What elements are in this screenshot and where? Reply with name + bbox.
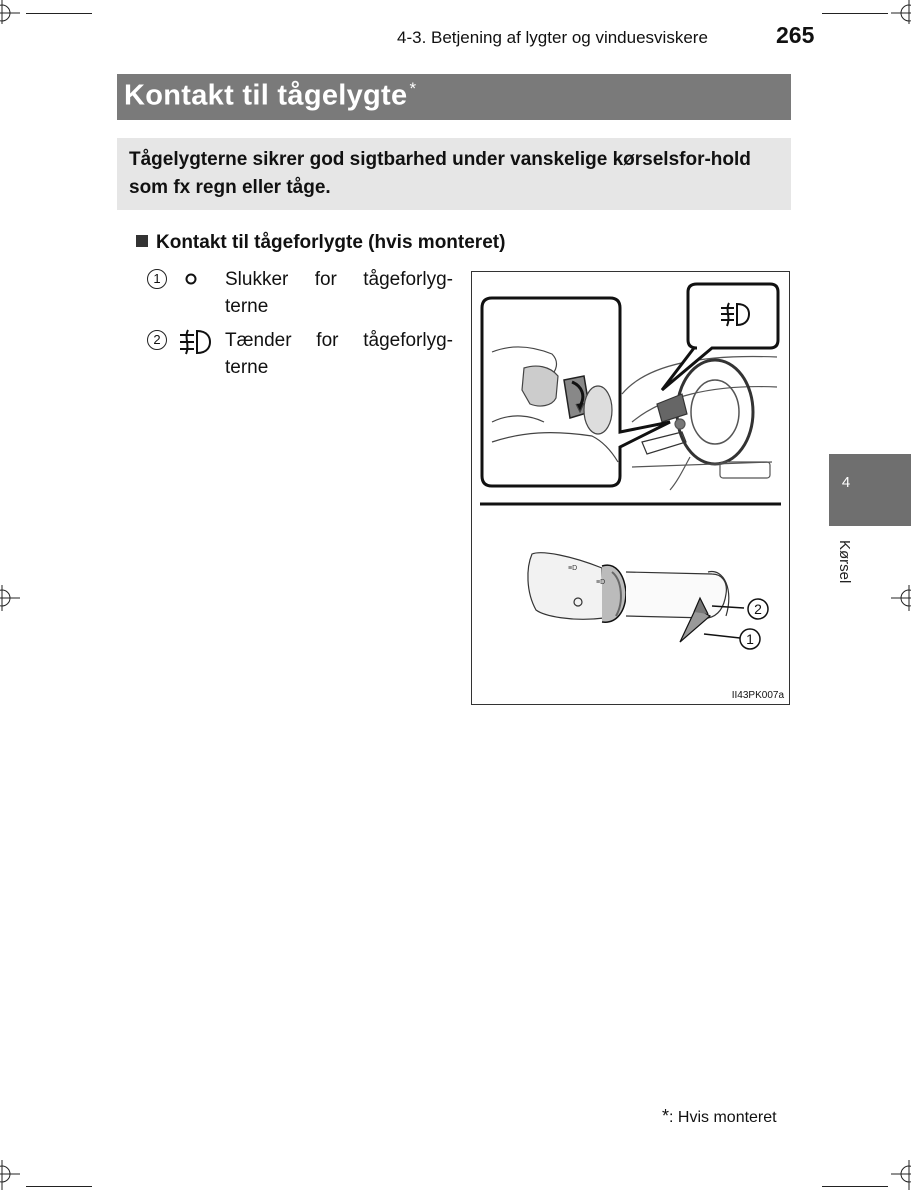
list-item: [147, 267, 453, 323]
callout-line-1: [704, 634, 740, 638]
page-title-text: Kontakt til tågelygte: [124, 79, 408, 112]
chapter-tab: [829, 454, 911, 526]
fog-light-switch-figure: [471, 271, 790, 705]
item-number: 1: [147, 269, 167, 289]
front-fog-light-icon: [177, 328, 213, 361]
page-title: [124, 79, 416, 113]
crop-mark-mid-right: [885, 585, 911, 611]
section-heading: [136, 232, 505, 254]
fog-light-illustration: [472, 272, 789, 704]
svg-text:≡D: ≡D: [596, 579, 606, 586]
footnote: [662, 1106, 777, 1127]
crop-mark-bottom-right: [885, 1160, 911, 1190]
combination-switch-illustration: [528, 553, 729, 642]
off-circle-icon: [183, 270, 199, 293]
square-bullet-icon: [136, 235, 148, 247]
item-text: Slukker for tågeforlyg-terne: [225, 269, 453, 317]
crop-line: [822, 13, 888, 14]
optional-asterisk: *: [409, 79, 417, 98]
callout-number-1: 1: [746, 631, 754, 647]
chapter-label: Kørsel: [836, 540, 853, 584]
item-number: 2: [147, 330, 167, 350]
section-heading-text: Kontakt til tågeforlygte (hvis monteret): [156, 232, 506, 253]
page-number: 265: [776, 22, 815, 48]
footnote-asterisk: *: [662, 1106, 670, 1126]
crop-mark-mid-left: [0, 585, 26, 611]
crop-mark-bottom-left: [0, 1160, 26, 1190]
item-text: Tænder for tågeforlyg-terne: [225, 330, 453, 378]
crop-line: [822, 1186, 888, 1187]
intro-box: [117, 138, 791, 210]
figure-code: II43PK007a: [731, 690, 784, 701]
intro-text: Tågelygterne sikrer god sigtbarhed under vanskelige kørselsfor-hold som fx regn eller tåge.: [129, 149, 751, 198]
svg-text:≡D: ≡D: [568, 565, 578, 572]
icon-callout: [662, 284, 778, 390]
crop-mark-top-right: [885, 0, 911, 26]
crop-line: [26, 13, 92, 14]
title-bar: [117, 74, 791, 120]
callout-number-2: 2: [754, 601, 762, 617]
list-item: [147, 328, 453, 384]
running-header: 4-3. Betjening af lygter og vinduesviskere: [397, 28, 708, 47]
footnote-text: : Hvis monteret: [669, 1109, 777, 1126]
chapter-number: 4: [841, 474, 851, 491]
crop-mark-top-left: [0, 0, 26, 26]
dashboard-illustration: [622, 356, 777, 490]
crop-line: [26, 1186, 92, 1187]
